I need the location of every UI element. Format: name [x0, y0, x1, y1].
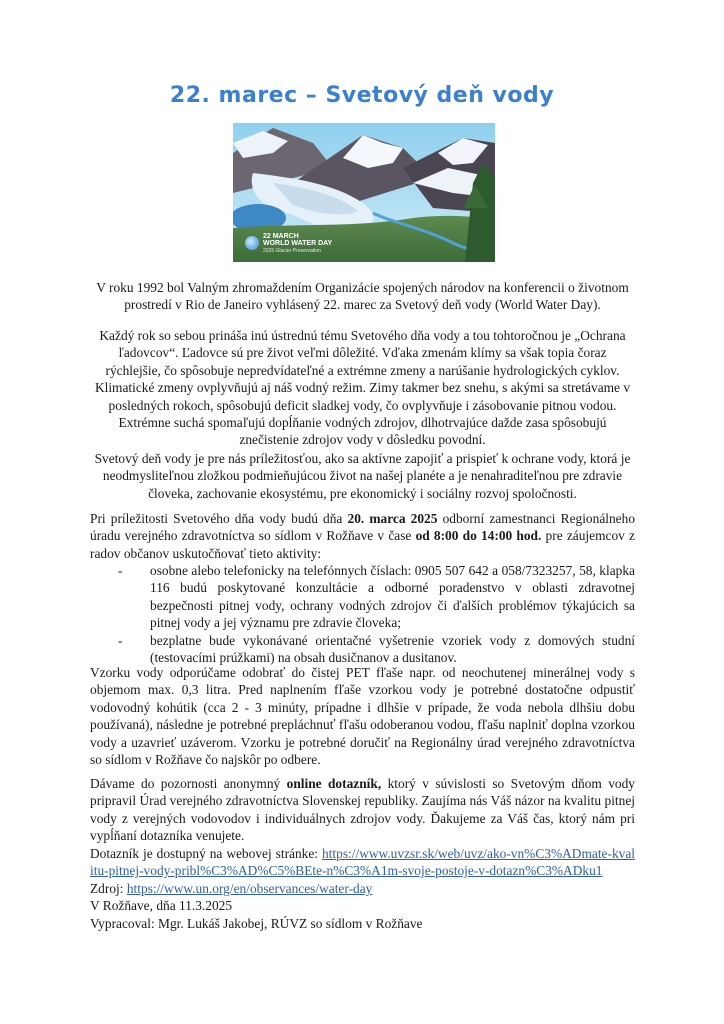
questionnaire-bold: online dotazník,: [286, 776, 382, 791]
image-caption: [247, 233, 332, 254]
footer: [90, 880, 635, 932]
questionnaire-link[interactable]: https://www.uvzsr.sk/web/uvz/ako-vn%C3%ADmate-kvalitu-pitnej-vody-pribl%C3%AD%C5%BEte-n%C3%A1m-svoje-postoje-v-dotazn%C3%ADku1: [90, 845, 635, 879]
caption-theme: 2025 Glacier Preservation: [263, 248, 321, 254]
source-label: Zdroj:: [90, 881, 127, 896]
list-item: [90, 632, 635, 667]
event-text-2: odborní zamestnanci Regionálneho úradu verejného zdravotníctva so sídlom v Rožňave v čase: [90, 511, 636, 544]
world-water-day-image: [233, 123, 495, 262]
page-title: 22. marec – Svetový deň vody: [169, 83, 555, 108]
source-link[interactable]: https://www.un.org/en/observances/water-day: [126, 881, 373, 896]
questionnaire-link-intro: Dotazník je dostupný na webovej stránke:: [90, 845, 322, 861]
questionnaire-text-2: ktorý v súvislosti so Svetovým dňom vody pripravil Úrad verejného zdravotníctva Slovenskej republiky. Zaujíma nás Váš názor na kvalitu pitnej vody z verejných vodovodov i individuálnych zdrojov vody. Ďakujeme za Váš čas, ktorý nám pri vypĺňaní dotazníka venujete.: [90, 776, 635, 844]
list-item-text: bezplatne bude vykonávané orientačné vyšetrenie vzoriek vody z domových studní (testovacími prúžkami) na obsah dusičnanov a dusitanov.: [150, 632, 635, 666]
event-paragraph: [90, 510, 635, 562]
list-item-text: osobne alebo telefonicky na telefónnych číslach: 0905 507 642 a 058/7323257, 58, klapka 116 budú poskytované konzultácie a odborné poradenstvo v oblasti zdravotnej bezpečnosti pitnej vody, ochrany vodných zdrojov či ďalších problémov týkajúcich sa pitnej vody a jej významu pre zdravie človeka;: [150, 563, 635, 631]
caption-event: WORLD WATER DAY: [263, 240, 333, 247]
event-time: od 8:00 do 14:00 hod.: [415, 528, 542, 544]
questionnaire-paragraph: [90, 775, 635, 879]
dash-bullet: -: [118, 563, 123, 578]
intro-paragraph: V roku 1992 bol Valným zhromaždením Organizácie spojených národov na konferencii o životnom prostredí v Rio de Janeiro vyhlásený 22. marec za Svetový deň vody (World Water Day).: [96, 280, 629, 313]
globe-icon: [245, 236, 259, 250]
dash-bullet: -: [118, 632, 123, 648]
event-text-1: Pri príležitosti Svetového dňa vody budú dňa: [90, 511, 348, 526]
list-item: [90, 562, 635, 632]
place-date: V Rožňave, dňa 11.3.2025: [90, 898, 233, 914]
questionnaire-text-1: Dávame do pozornosti anonymný: [90, 776, 287, 791]
event-text-3: pre záujemcov z radov občanov uskutočňovať tieto aktivity:: [90, 528, 635, 561]
caption-date: 22 MARCH: [263, 233, 299, 240]
activities-list: [90, 562, 635, 666]
author: Vypracoval: Mgr. Lukáš Jakobej, RÚVZ so sídlom v Rožňave: [90, 915, 423, 931]
event-date: 20. marca 2025: [347, 511, 438, 526]
importance-paragraph: Svetový deň vody je pre nás príležitosťou, ako sa aktívne zapojiť a prispieť k ochrane vody, ktorá je neodmysliteľnou zložkou podmieňujúcou život na našej planéte a je nenahraditeľnou pre zdravie človeka, zachovanie ekosystému, pre ekonomický i sociálny rozvoj spoločnosti.: [94, 451, 631, 501]
sample-instructions-paragraph: Vzorku vody odporúčame odobrať do čistej PET fľaše napr. od neochutenej minerálnej vody s objemom max. 0,3 litra. Pred naplnením fľaše vzorkou vody je potrebné dostatočne odpustiť vodovodný kohútik (cca 2 - 3 minúty, prípadne i dlhšie v prípade, že voda nebola dlhšiu dobu používaná), následne je potrebné prepláchnuť fľašu odoberanou vodou, fľašu naplniť doplna vzorkou vody a uzavrieť uzáverom. Vzorku je potrebné doručiť na Regionálny úrad verejného zdravotníctva so sídlom v Rožňave čo najskôr po odbere.: [90, 665, 635, 768]
theme-paragraph: Každý rok so sebou prináša inú ústrednú tému Svetového dňa vody a tou tohtoročnou je „Ochrana ľadovcov“. Ľadovce sú pre život veľmi dôležité. Vďaka zmenám klímy sa však topia čoraz rýchlejšie, čo spôsobuje nepredvídateľné a extrémne zmeny a narúšanie hydrologických cyklov. Klimatické zmeny ovplyvňujú aj náš vodný režim. Zimy takmer bez snehu, s akými sa stretávame v posledných rokoch, spôsobujú deficit sladkej vody, čo ovplyvňuje i zásobovanie pitnou vodou. Extrémne suchá spomaľujú dopĺňanie vodných zdrojov, dlhotrvajúce dažde zasa spôsobujú znečistenie zdrojov vody v dôsledku povodní.: [94, 328, 631, 448]
